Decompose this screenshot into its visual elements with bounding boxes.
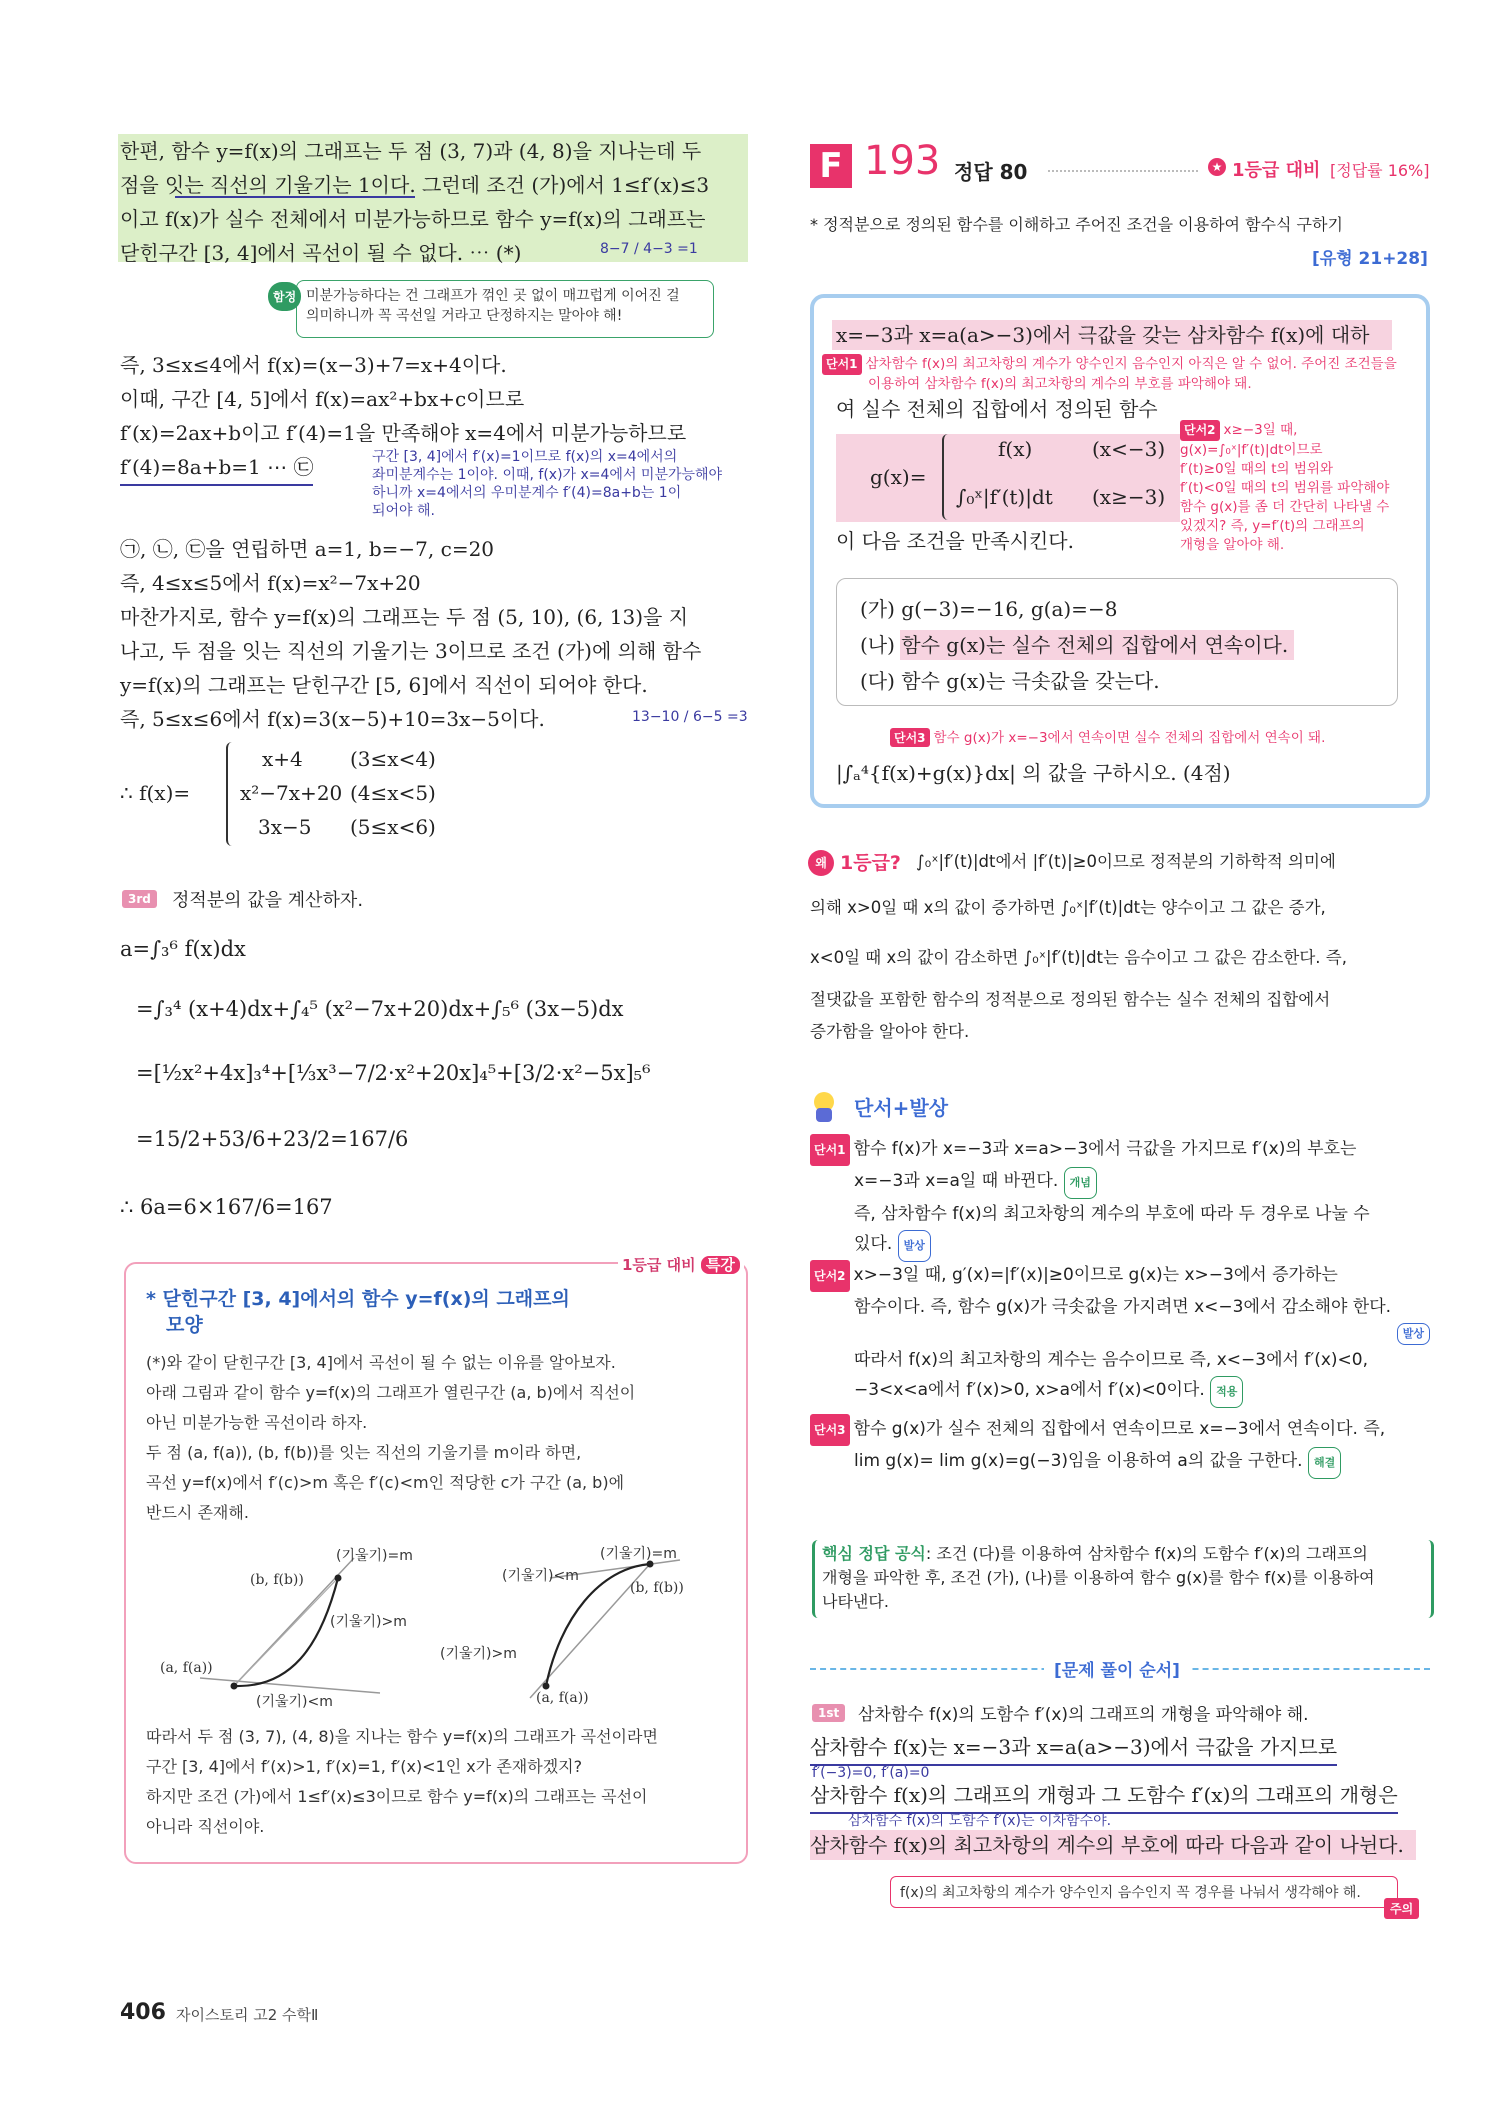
piece2-expr: x²−7x+20 [240,781,343,805]
page-number: 406 [120,2000,166,2025]
para2-line2: 이때, 구간 [4, 5]에서 f(x)=ax²+bx+c이므로 [120,387,525,411]
condition-da: (다) 함수 g(x)는 극솟값을 갖는다. [860,669,1160,693]
order-title: [문제 풀이 순서] [1044,1656,1190,1681]
special-title [146,1286,570,1338]
hint-2-line4: −3<x<a에서 f′(x)>0, x>a에서 f′(x)<0이다. [854,1380,1205,1400]
problem-type: [유형 21+28] [1312,249,1428,269]
special-text1-line6: 반드시 존재해. [146,1503,249,1522]
special-text1-line2: 아래 그림과 같이 함수 y=f(x)의 그래프가 열린구간 (a, b)에서 직선이 [146,1383,636,1402]
clue3 [890,726,1325,747]
piece2-cond: (4≤x<5) [350,781,436,805]
hint-2-line3: 따라서 f(x)의 최고차항의 계수는 음수이므로 즉, x<−3에서 f′(x)<0, [854,1350,1368,1370]
step1-note-b: 삼차함수 f(x)의 도함수 f′(x)는 이차함수야. [848,1813,1112,1829]
para3-line6: 즉, 5≤x≤6에서 f(x)=3(x−5)+10=3x−5이다. [120,707,545,731]
clue1-line1: 삼차함수 f(x)의 최고차항의 계수가 양수인지 음수인지 아직은 알 수 없어. 주어진 조건들을 [865,356,1397,372]
hint-1-line4: 있다. [854,1234,893,1254]
fig1-point-a [231,1683,238,1690]
para2-line3: f′(x)=2ax+b이고 f′(4)=1을 만족해야 x=4에서 미분가능하므로 [120,421,687,445]
problem-line2: 여 실수 전체의 집합에서 정의된 함수 [836,397,1158,421]
note-c-line3: 하니까 x=4에서의 우미분계수 f′(4)=8a+b는 1이 [372,485,682,501]
clue1 [822,354,1422,394]
special-text2 [146,1722,658,1842]
problem-badge: F [810,144,852,188]
note-c-line1: 구간 [3, 4]에서 f′(x)=1이므로 f(x)의 x=4에서의 [372,449,678,465]
problem-subtitle: * 정적분으로 정의된 함수를 이해하고 주어진 조건을 이용하여 함수식 구하기 [810,215,1343,234]
underline [175,196,415,198]
fig2-point-a [543,1683,550,1690]
answer: 정답 80 [954,160,1028,184]
g-case1-expr: f(x) [998,437,1033,461]
g-brace [942,434,952,520]
fig1-label-a: (a, f(a)) [160,1660,213,1676]
fig1-label-mid: (기울기)>m [330,1614,407,1630]
step1-tag: 1st [812,1704,845,1722]
clue2-line1: x≥−3일 때, [1223,422,1298,438]
fig1-tangent-bottom [200,1678,380,1693]
fig2-label-lt: (기울기)<m [502,1568,579,1584]
fig1-label-bottom: (기울기)<m [256,1694,333,1708]
special-badge-text: 1등급 대비 [622,1256,696,1274]
special-text1-line4: 두 점 (a, f(a)), (b, f(b))를 잇는 직선의 기울기를 m이라 하면, [146,1443,582,1462]
special-text2-line3: 하지만 조건 (가)에서 1≤f′(x)≤3이므로 함수 y=f(x)의 그래프는 곡선이 [146,1787,648,1806]
para1-line4: 닫힌구간 [3, 4]에서 곡선이 될 수 없다. ⋯ (*) [120,241,522,265]
fig2-label-b: (b, f(b)) [630,1580,684,1596]
para1-line2: 점을 잇는 직선의 기울기는 1이다. 그런데 조건 (가)에서 1≤f′(x)≤3 [120,173,710,197]
clue1-line2: 이용하여 삼차함수 f(x)의 최고차항의 계수의 부호를 파악해야 돼. [868,376,1252,392]
slope-note-2: 13−10 / 6−5 =3 [632,709,748,725]
para1-line3: 이고 f(x)가 실수 전체에서 미분가능하므로 함수 y=f(x)의 그래프는 [120,207,706,231]
caution-text: f(x)의 최고차항의 계수가 양수인지 음수인지 꼭 경우를 나눠서 생각해야 해. [900,1885,1361,1901]
why-icon: 왜 [808,850,834,876]
fig1-label-top: (기울기)=m [336,1548,413,1564]
special-badge [618,1254,744,1275]
fig2-label-top: (기울기)=m [600,1546,677,1562]
special-text1-line3: 아닌 미분가능한 곡선이라 하자. [146,1413,368,1432]
special-text2-line2: 구간 [3, 4]에서 f′(x)>1, f′(x)=1, f′(x)<1인 x가 존재하겠지? [146,1757,583,1776]
clue3-tag: 단서3 [890,728,930,747]
calc-line3: =[½x²+4x]₃⁴+[⅓x³−7/2·x²+20x]₄⁵+[3/2·x²−5x]₅⁶ [136,1061,651,1085]
mark-apply: 적용 [1210,1376,1243,1408]
core-text [822,1542,1426,1614]
answer-rate: [정답률 16%] [1330,161,1430,180]
calc-line5: ∴ 6a=6×167/6=167 [120,1195,333,1219]
clue2 [1180,420,1420,555]
para3-line3: 마찬가지로, 함수 y=f(x)의 그래프는 두 점 (5, 10), (6, 13)을 지 [120,605,689,629]
clue2-line5: 함수 g(x)를 좀 더 간단히 나타낼 수 [1180,499,1390,515]
why-line5: 증가함을 알아야 한다. [810,1022,970,1041]
core-label: 핵심 정답 공식 [822,1544,926,1563]
dotted-leader [1048,170,1198,172]
slope-note-1: 8−7 / 4−3 =1 [600,241,698,257]
why-line4: 절댓값을 포함한 함수의 정적분으로 정의된 함수는 실수 전체의 집합에서 [810,990,1331,1009]
note-c [372,448,752,520]
problem-question: |∫ₐ⁴{f(x)+g(x)}dx| 의 값을 구하시오. (4점) [836,761,1231,785]
para3-line4: 나고, 두 점을 잇는 직선의 기울기는 3이므로 조건 (가)에 의해 함수 [120,639,702,663]
fig2-label-left: (기울기)>m [440,1646,517,1662]
step3-title: 정적분의 값을 계산하자. [172,890,364,911]
step3-tag: 3rd [122,890,157,908]
clue2-tag: 단서2 [1180,420,1220,441]
calc-line2: =∫₃⁴ (x+4)dx+∫₄⁵ (x²−7x+20)dx+∫₅⁶ (3x−5)dx [136,997,624,1021]
hint-1-line2: x=−3과 x=a일 때 바뀐다. [854,1171,1059,1191]
hint-3-line2: lim g(x)= lim g(x)=g(−3)임을 이용하여 a의 값을 구한다. [854,1451,1303,1471]
mark-idea: 발상 [898,1230,931,1262]
condition-na: (나) 함수 g(x)는 실수 전체의 집합에서 연속이다. [860,633,1289,657]
step1-line1: 삼차함수 f(x)는 x=−3과 x=a(a>−3)에서 극값을 가지므로 [810,1730,1337,1766]
special-text2-line4: 아니라 직선이야. [146,1817,265,1836]
para1-line1: 한편, 함수 y=f(x)의 그래프는 두 점 (3, 7)과 (4, 8)을 지나는데 두 [120,139,702,163]
step1-line3: 삼차함수 f(x)의 최고차항의 계수의 부호에 따라 다음과 같이 나뉜다. [810,1833,1404,1857]
why-line3: x<0일 때 x의 값이 감소하면 ∫₀ˣ|f′(t)|dt는 음수이고 그 값은 감소한다. 즉, [810,948,1347,967]
fig1-label-b: (b, f(b)) [250,1572,304,1588]
special-text1-line1: (*)와 같이 닫힌구간 [3, 4]에서 곡선이 될 수 없는 이유를 알아보자. [146,1353,616,1372]
g-prefix: g(x)= [870,465,927,489]
step1-line2: 삼차함수 f(x)의 그래프의 개형과 그 도함수 f′(x)의 그래프의 개형은 [810,1778,1398,1814]
hint-3-tag: 단서3 [810,1414,850,1446]
piece3-expr: 3x−5 [258,815,312,839]
core-line3: 나타낸다. [822,1592,889,1611]
condition-ga: (가) g(−3)=−16, g(a)=−8 [860,597,1118,621]
piece1-cond: (3≤x<4) [350,747,436,771]
g-case1-cond: (x<−3) [1092,437,1166,461]
hint-2-line2: 함수이다. 즉, 함수 g(x)가 극솟값을 가지려면 x<−3에서 감소해야 한다. [854,1297,1392,1317]
calc-line1: a=∫₃⁶ f(x)dx [120,937,246,961]
special-figures [150,1538,710,1708]
piece1-expr: x+4 [262,747,303,771]
step1-note-a: f′(−3)=0, f′(a)=0 [812,1765,930,1781]
clue2-line3: f′(t)≥0일 때의 t의 범위와 [1180,461,1333,477]
hamjeong-line1: 미분가능하다는 건 그래프가 꺾인 곳 없이 매끄럽게 이어진 걸 [306,288,680,304]
hint-item-3 [810,1414,1434,1479]
para3-line1: ㉠, ㉡, ㉢을 연립하면 a=1, b=−7, c=20 [120,537,495,561]
core-line2: 개형을 파악한 후, 조건 (가), (나)를 이용하여 함수 g(x)를 함수 f(x)를 이용하여 [822,1568,1375,1587]
clue3-text: 함수 g(x)가 x=−3에서 연속이면 실수 전체의 집합에서 연속이 돼. [933,730,1326,746]
problem-number: 193 [864,138,941,184]
fig2-label-a: (a, f(a)) [536,1690,589,1706]
star-icon: ★ [1208,158,1226,176]
clue1-tag: 단서1 [822,354,862,375]
problem-line1: x=−3과 x=a(a>−3)에서 극값을 갖는 삼차함수 f(x)에 대하 [836,323,1370,347]
fig1-secant [234,1578,338,1686]
hint-1-tag: 단서1 [810,1134,850,1166]
para2-line4: f′(4)=8a+b=1 ⋯ ㉢ [120,450,313,486]
lightbulb-icon [810,1090,838,1126]
special-text1 [146,1348,635,1528]
caution-tag: 주의 [1384,1898,1419,1919]
why-line1: ∫₀ˣ|f′(t)|dt에서 |f′(t)|≥0이므로 정적분의 기하학적 의미에 [916,852,1336,871]
hint-3-line1: 함수 g(x)가 실수 전체의 집합에서 연속이므로 x=−3에서 연속이다. 즉, [853,1419,1386,1439]
hint-1-line3: 즉, 삼차함수 f(x)의 최고차항의 계수의 부호에 따라 두 경우로 나눌 수 [854,1204,1370,1224]
clue2-line4: f′(t)<0일 때의 t의 범위를 파악해야 [1180,480,1390,496]
book-title: 자이스토리 고2 수학Ⅱ [176,2006,319,2024]
special-badge-tag: 특강 [701,1256,740,1274]
mark-solve: 해결 [1308,1447,1341,1479]
brace [226,742,236,846]
why-line2: 의해 x>0일 때 x의 값이 증가하면 ∫₀ˣ|f′(t)|dt는 양수이고 그 값은 증가, [810,898,1326,917]
calc-line4: =15/2+53/6+23/2=167/6 [136,1127,409,1151]
hint-title: 단서+발상 [854,1096,949,1120]
core-line1: : 조건 (다)를 이용하여 삼차함수 f(x)의 도함수 f′(x)의 그래프의 [925,1544,1368,1563]
piecewise-prefix: ∴ f(x)= [120,781,191,805]
hint-1-line1: 함수 f(x)가 x=−3과 x=a>−3에서 극값을 가지므로 f′(x)의 부호는 [853,1139,1357,1159]
why-title: 1등급? [840,852,901,874]
special-text2-line1: 따라서 두 점 (3, 7), (4, 8)을 지나는 함수 y=f(x)의 그래프가 곡선이라면 [146,1727,658,1746]
special-title-line1: * 닫힌구간 [3, 4]에서의 함수 y=f(x)의 그래프의 [146,1288,570,1310]
problem-line3: 이 다음 조건을 만족시킨다. [836,529,1074,553]
hint-2-line1: x>−3일 때, g′(x)=|f′(x)|≥0이므로 g(x)는 x>−3에서 증가하는 [853,1265,1338,1285]
mark-concept: 개념 [1064,1167,1097,1199]
para3-line5: y=f(x)의 그래프는 닫힌구간 [5, 6]에서 직선이 되어야 한다. [120,673,648,697]
special-text1-line5: 곡선 y=f(x)에서 f′(c)>m 혹은 f′(c)<m인 적당한 c가 구간 (a, b)에 [146,1473,625,1492]
fig1-point-b [335,1575,342,1582]
hamjeong-tag: 함정 [268,282,301,311]
hamjeong-text [306,286,680,326]
step1-title: 삼차함수 f(x)의 도함수 f′(x)의 그래프의 개형을 파악해야 해. [858,1705,1309,1725]
hint-2-tag: 단서2 [810,1260,850,1292]
g-case2-cond: (x≥−3) [1092,485,1166,509]
para3-line2: 즉, 4≤x≤5에서 f(x)=x²−7x+20 [120,571,421,595]
note-c-line4: 되어야 해. [372,503,435,519]
g-case2-expr: ∫₀ˣ|f′(t)|dt [956,485,1053,509]
clue2-line2: g(x)=∫₀ˣ|f′(t)|dt이므로 [1180,442,1323,458]
mark-idea-2: 발상 [1397,1323,1430,1345]
hint-item-2 [810,1260,1434,1408]
hamjeong-line2: 의미하니까 꼭 곡선일 거라고 단정하지는 말아야 해! [306,308,623,324]
piece3-cond: (5≤x<6) [350,815,436,839]
grade-label: 1등급 대비 [1232,160,1321,181]
note-c-line2: 좌미분계수는 1이야. 이때, f(x)가 x=4에서 미분가능해야 [372,467,723,483]
clue2-line6: 있겠지? 즉, y=f′(t)의 그래프의 [1180,518,1365,534]
para2-line1: 즉, 3≤x≤4에서 f(x)=(x−3)+7=x+4이다. [120,353,507,377]
clue2-line7: 개형을 알아야 해. [1180,537,1285,553]
special-title-line2: 모양 [166,1314,203,1336]
hint-item-1 [810,1134,1430,1262]
